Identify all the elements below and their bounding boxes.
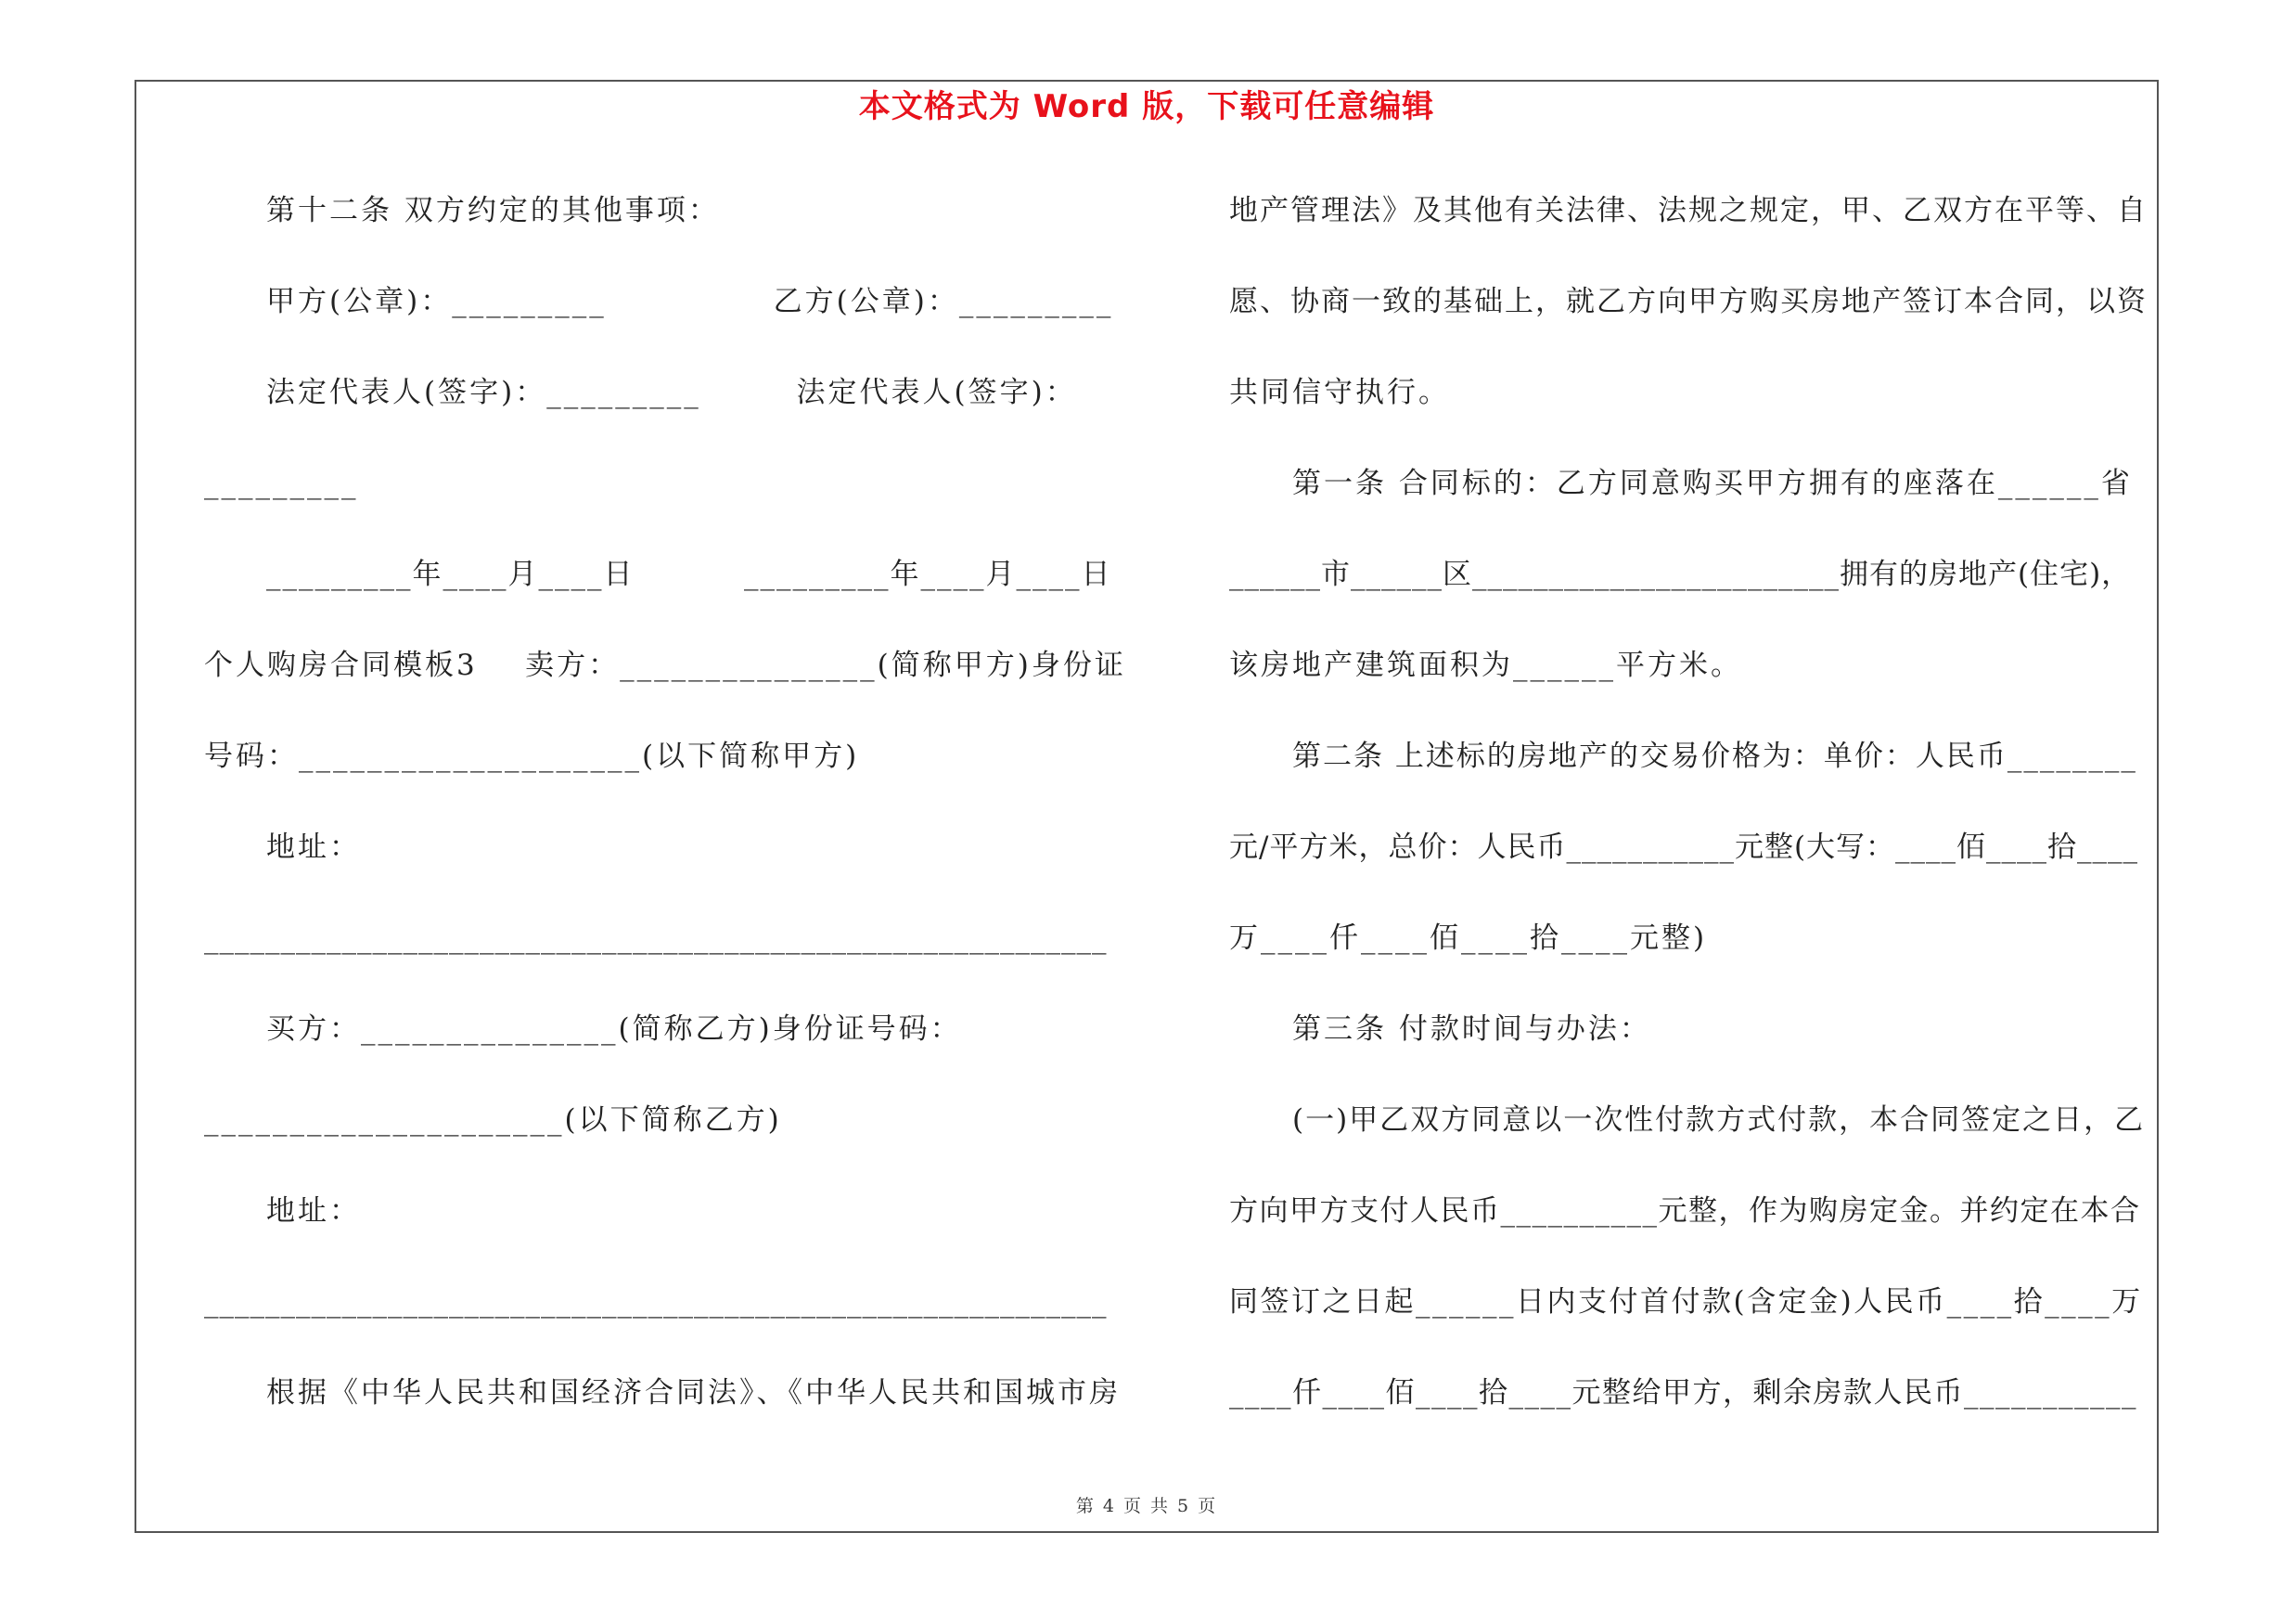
right-line-14: ____仟____佰____拾____元整给甲方，剩余房款人民币___________ bbox=[1229, 1376, 2137, 1410]
right-line-2: 愿、协商一致的基础上，就乙方向甲方购买房地产签订本合同，以资 bbox=[1229, 285, 2148, 318]
right-line-3: 共同信守执行。 bbox=[1229, 376, 1450, 409]
left-line-4: _________ bbox=[204, 467, 359, 500]
right-line-11: (一)甲乙双方同意以一次性付款方式付款，本合同签定之日，乙 bbox=[1292, 1103, 2146, 1137]
left-line-1: 第十二条 双方约定的其他事项： bbox=[266, 194, 720, 227]
left-line-9: ___________________________________________________________ bbox=[204, 921, 1108, 955]
left-line-7: 号码：____________________(以下简称甲方) bbox=[204, 740, 860, 773]
left-line-12: 地址： bbox=[266, 1194, 361, 1228]
left-line-10: 买方：_______________(简称乙方)身份证号码： bbox=[266, 1012, 962, 1046]
right-line-1: 地产管理法》及其他有关法律、法规之规定，甲、乙双方在平等、自 bbox=[1229, 194, 2148, 227]
left-line-11: _____________________(以下简称乙方) bbox=[204, 1103, 782, 1137]
right-line-12: 方向甲方支付人民币__________元整，作为购房定金。并约定在本合 bbox=[1229, 1194, 2141, 1228]
left-line-14: 根据《中华人民共和国经济合同法》、《中华人民共和国城市房 bbox=[266, 1376, 1121, 1410]
right-line-4: 第一条 合同标的：乙方同意购买甲方拥有的座落在______省 bbox=[1292, 467, 2133, 500]
left-line-5: _________年____月____日 _________年____月____日 bbox=[266, 558, 1112, 591]
left-line-13: ___________________________________________________________ bbox=[204, 1285, 1108, 1319]
left-line-8: 地址： bbox=[266, 831, 361, 864]
left-line-6: 个人购房合同模板3 卖方：_______________(简称甲方)身份证 bbox=[204, 649, 1126, 682]
right-line-6: 该房地产建筑面积为______平方米。 bbox=[1229, 649, 1742, 682]
left-line-2: 甲方(公章)：_________ 乙方(公章)：_________ bbox=[266, 285, 1114, 318]
right-line-10: 第三条 付款时间与办法： bbox=[1292, 1012, 1651, 1046]
left-line-3: 法定代表人(签字)：_________ 法定代表人(签字)： bbox=[266, 376, 1077, 409]
page-number-footer: 第 4 页 共 5 页 bbox=[1075, 1496, 1218, 1516]
right-line-8: 元/平方米，总价：人民币___________元整(大写：____佰____拾____ bbox=[1229, 831, 2139, 864]
right-line-7: 第二条 上述标的房地产的交易价格为：单价：人民币________ bbox=[1292, 740, 2137, 773]
editable-notice-banner: 本文格式为 Word 版，下载可任意编辑 bbox=[858, 88, 1435, 125]
right-line-13: 同签订之日起______日内支付首付款(含定金)人民币____拾____万 bbox=[1229, 1285, 2143, 1319]
right-line-5: ______市______区________________________拥有的房地产(住宅)， bbox=[1229, 558, 2132, 591]
right-line-9: 万____仟____佰____拾____元整) bbox=[1229, 921, 1708, 955]
